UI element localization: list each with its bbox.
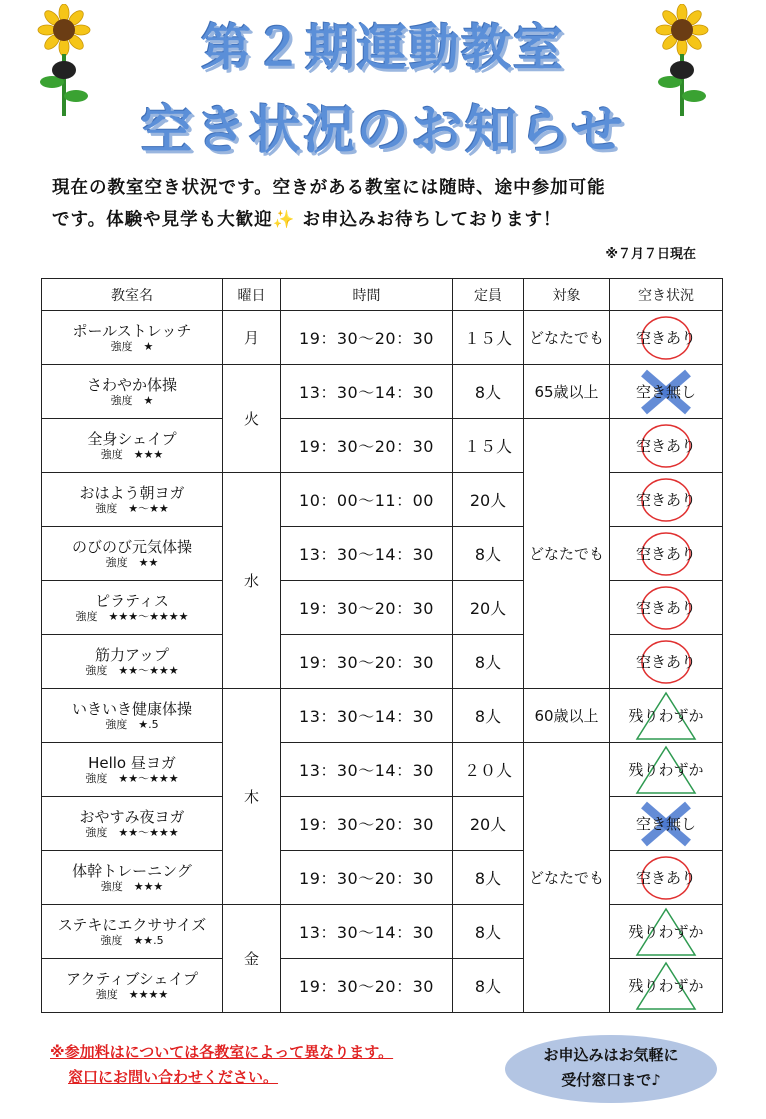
status-cell	[610, 473, 723, 527]
table-row	[42, 851, 723, 905]
class-name: さわやか体操	[86, 375, 177, 394]
capacity-cell: 20人	[453, 581, 524, 635]
class-name-cell	[42, 743, 223, 797]
capacity-cell: 8人	[453, 635, 524, 689]
status-cell	[610, 797, 723, 851]
time-cell: 19：30～20：30	[281, 959, 453, 1013]
target-cell: 65歳以上	[524, 365, 610, 419]
day-cell: 金	[223, 905, 281, 1013]
table-row	[42, 905, 723, 959]
status-text: 空きあり	[635, 599, 696, 617]
table-row	[42, 311, 723, 365]
status-cell	[610, 959, 723, 1013]
intro-text	[52, 172, 722, 236]
header-capacity: 定員	[453, 279, 524, 311]
class-intensity: 強度 ★★～★★★	[85, 663, 179, 677]
status-cell	[610, 743, 723, 797]
class-name-cell	[42, 365, 223, 419]
status-cell	[610, 635, 723, 689]
capacity-cell: 8人	[453, 689, 524, 743]
status-cell	[610, 905, 723, 959]
status-text: 残りわずか	[628, 707, 704, 725]
class-name-cell	[42, 851, 223, 905]
class-name: ピラティス	[95, 591, 169, 610]
time-cell: 13：30～14：30	[281, 365, 453, 419]
class-intensity: 強度 ★★～★★★	[85, 825, 179, 839]
target-cell: 60歳以上	[524, 689, 610, 743]
class-intensity: 強度 ★★★	[100, 447, 164, 461]
note-mark: ※	[50, 1043, 65, 1061]
status-text: 空きあり	[635, 545, 696, 563]
day-cell: 水	[223, 473, 281, 689]
target-cell: どなたでも	[524, 419, 610, 689]
class-intensity: 強度 ★	[110, 339, 154, 353]
class-name: Hello 昼ヨガ	[88, 753, 176, 772]
table-row	[42, 527, 723, 581]
table-row	[42, 365, 723, 419]
title-line-2: 空き状況のお知らせ	[140, 101, 626, 161]
status-cell	[610, 851, 723, 905]
class-intensity: 強度 ★	[110, 393, 154, 407]
class-name: ポールストレッチ	[72, 321, 192, 340]
day-cell: 木	[223, 689, 281, 905]
schedule-table	[41, 278, 723, 1013]
bubble-line-2: 受付窓口まで♪	[561, 1071, 661, 1089]
capacity-cell: 20人	[453, 797, 524, 851]
class-intensity: 強度 ★★★	[100, 879, 164, 893]
table-row	[42, 797, 723, 851]
class-name-cell	[42, 959, 223, 1013]
capacity-cell: 8人	[453, 959, 524, 1013]
capacity-cell: 8人	[453, 851, 524, 905]
sparkle-icon: ✨	[272, 210, 296, 230]
time-cell: 19：30～20：30	[281, 851, 453, 905]
status-text: 空きあり	[635, 869, 696, 887]
contact-bubble	[505, 1035, 717, 1103]
class-intensity: 強度 ★★★★	[95, 987, 169, 1001]
time-cell: 19：30～20：30	[281, 419, 453, 473]
status-cell	[610, 689, 723, 743]
capacity-cell: １５人	[453, 311, 524, 365]
class-intensity: 強度 ★★	[105, 555, 159, 569]
table-header-row	[42, 279, 723, 311]
time-cell: 13：30～14：30	[281, 743, 453, 797]
class-name: いきいき健康体操	[71, 699, 192, 718]
header-time: 時間	[281, 279, 453, 311]
class-name: おはよう朝ヨガ	[79, 483, 185, 502]
header-target: 対象	[524, 279, 610, 311]
intro-line-2-text-after: お申込みお待ちしております！	[302, 210, 562, 230]
class-name-cell	[42, 581, 223, 635]
intro-line-1: 現在の教室空き状況です。空きがある教室には随時、途中参加可能	[52, 178, 606, 198]
day-cell: 月	[223, 311, 281, 365]
target-cell: どなたでも	[524, 311, 610, 365]
class-name: 筋力アップ	[95, 645, 169, 664]
status-text: 残りわずか	[628, 761, 704, 779]
header-status: 空き状況	[610, 279, 723, 311]
class-intensity: 強度 ★～★★	[95, 501, 169, 515]
time-cell: 13：30～14：30	[281, 905, 453, 959]
status-text: 空きあり	[635, 653, 696, 671]
class-name: 体幹トレーニング	[72, 861, 192, 880]
class-name: 全身シェイプ	[87, 429, 177, 448]
note-line-2: 窓口にお問い合わせください。	[68, 1068, 279, 1086]
status-text: 残りわずか	[628, 977, 704, 995]
day-cell: 火	[223, 365, 281, 473]
title-line-1: 第２期運動教室	[201, 19, 565, 77]
status-text: 残りわずか	[628, 923, 704, 941]
time-cell: 19：30～20：30	[281, 581, 453, 635]
class-name: おやすみ夜ヨガ	[79, 807, 185, 826]
intro-line-2-text: です。体験や見学も大歓迎	[52, 210, 273, 230]
header-class-name: 教室名	[42, 279, 223, 311]
class-name-cell	[42, 419, 223, 473]
status-cell	[610, 365, 723, 419]
class-name-cell	[42, 635, 223, 689]
class-name-cell	[42, 527, 223, 581]
capacity-cell: 20人	[453, 473, 524, 527]
class-name: ステキにエクササイズ	[57, 915, 207, 934]
status-cell	[610, 581, 723, 635]
header-day: 曜日	[223, 279, 281, 311]
table-row	[42, 959, 723, 1013]
as-of-date: ※７月７日現在	[605, 247, 696, 262]
target-cell: どなたでも	[524, 743, 610, 1013]
intro-line-2	[52, 204, 722, 236]
status-text: 空き無し	[635, 383, 696, 401]
capacity-cell: １５人	[453, 419, 524, 473]
class-name-cell	[42, 473, 223, 527]
class-intensity: 強度 ★★～★★★	[85, 771, 179, 785]
status-text: 空きあり	[635, 491, 696, 509]
table-row	[42, 689, 723, 743]
time-cell: 10：00～11：00	[281, 473, 453, 527]
bubble-line-1: お申込みはお気軽に	[543, 1046, 679, 1064]
table-row	[42, 635, 723, 689]
time-cell: 19：30～20：30	[281, 797, 453, 851]
capacity-cell: 8人	[453, 527, 524, 581]
table-row	[42, 581, 723, 635]
time-cell: 13：30～14：30	[281, 689, 453, 743]
table-row	[42, 419, 723, 473]
time-cell: 19：30～20：30	[281, 635, 453, 689]
class-name-cell	[42, 311, 223, 365]
class-name-cell	[42, 797, 223, 851]
class-name-cell	[42, 905, 223, 959]
class-name-cell	[42, 689, 223, 743]
capacity-cell: 8人	[453, 905, 524, 959]
fee-note	[50, 1040, 393, 1090]
status-text: 空き無し	[635, 815, 696, 833]
time-cell: 19：30～20：30	[281, 311, 453, 365]
table-row	[42, 743, 723, 797]
class-name: アクティブシェイプ	[65, 969, 198, 988]
status-text: 空きあり	[635, 437, 696, 455]
time-cell: 13：30～14：30	[281, 527, 453, 581]
class-name: のびのび元気体操	[71, 537, 192, 556]
note-line-1: 参加料はについては各教室によって異なります。	[64, 1043, 394, 1061]
class-intensity: 強度 ★.5	[105, 717, 159, 731]
class-intensity: 強度 ★★★～★★★★	[75, 609, 189, 623]
capacity-cell: ２０人	[453, 743, 524, 797]
class-intensity: 強度 ★★.5	[100, 933, 164, 947]
status-cell	[610, 311, 723, 365]
status-cell	[610, 527, 723, 581]
status-text: 空きあり	[635, 329, 696, 347]
capacity-cell: 8人	[453, 365, 524, 419]
table-row	[42, 473, 723, 527]
status-cell	[610, 419, 723, 473]
